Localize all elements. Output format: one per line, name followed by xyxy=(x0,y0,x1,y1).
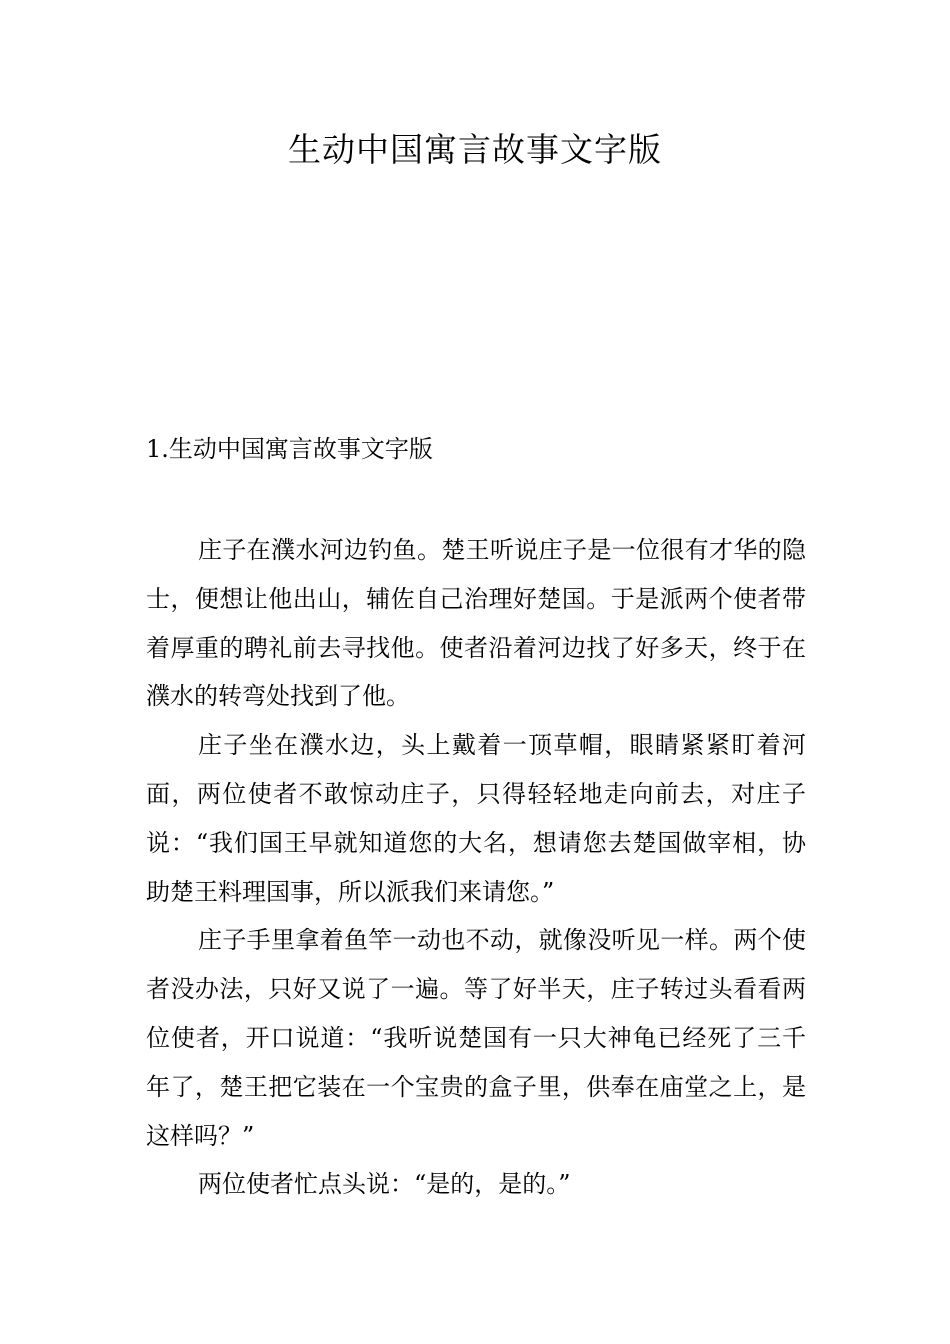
paragraph: 两位使者忙点头说：“是的，是的。” xyxy=(198,1170,571,1199)
document-body xyxy=(146,526,806,1209)
document-title: 生动中国寓言故事文字版 xyxy=(288,130,662,169)
section-heading: 1.生动中国寓言故事文字版 xyxy=(146,435,433,463)
paragraph: 庄子手里拿着鱼竿一动也不动，就像没听见一样。两个使者没办法，只好又说了一遍。等了好半天，庄子转过头看看两位使者，开口说道：“我听说楚国有一只大神龟已经死了三千年了，楚王把它装在一个宝贵的盒子里，供奉在庙堂之上，是这样吗？” xyxy=(146,926,806,1150)
paragraph: 庄子坐在濮水边，头上戴着一顶草帽，眼睛紧紧盯着河面，两位使者不敢惊动庄子，只得轻轻地走向前去，对庄子说：“我们国王早就知道您的大名，想请您去楚国做宰相，协助楚王料理国事，所以派我们来请您。” xyxy=(146,731,806,906)
paragraph: 庄子在濮水河边钓鱼。楚王听说庄子是一位很有才华的隐士，便想让他出山，辅佐自己治理好楚国。于是派两个使者带着厚重的聘礼前去寻找他。使者沿着河边找了好多天，终于在濮水的转弯处找到了他。 xyxy=(146,536,806,711)
